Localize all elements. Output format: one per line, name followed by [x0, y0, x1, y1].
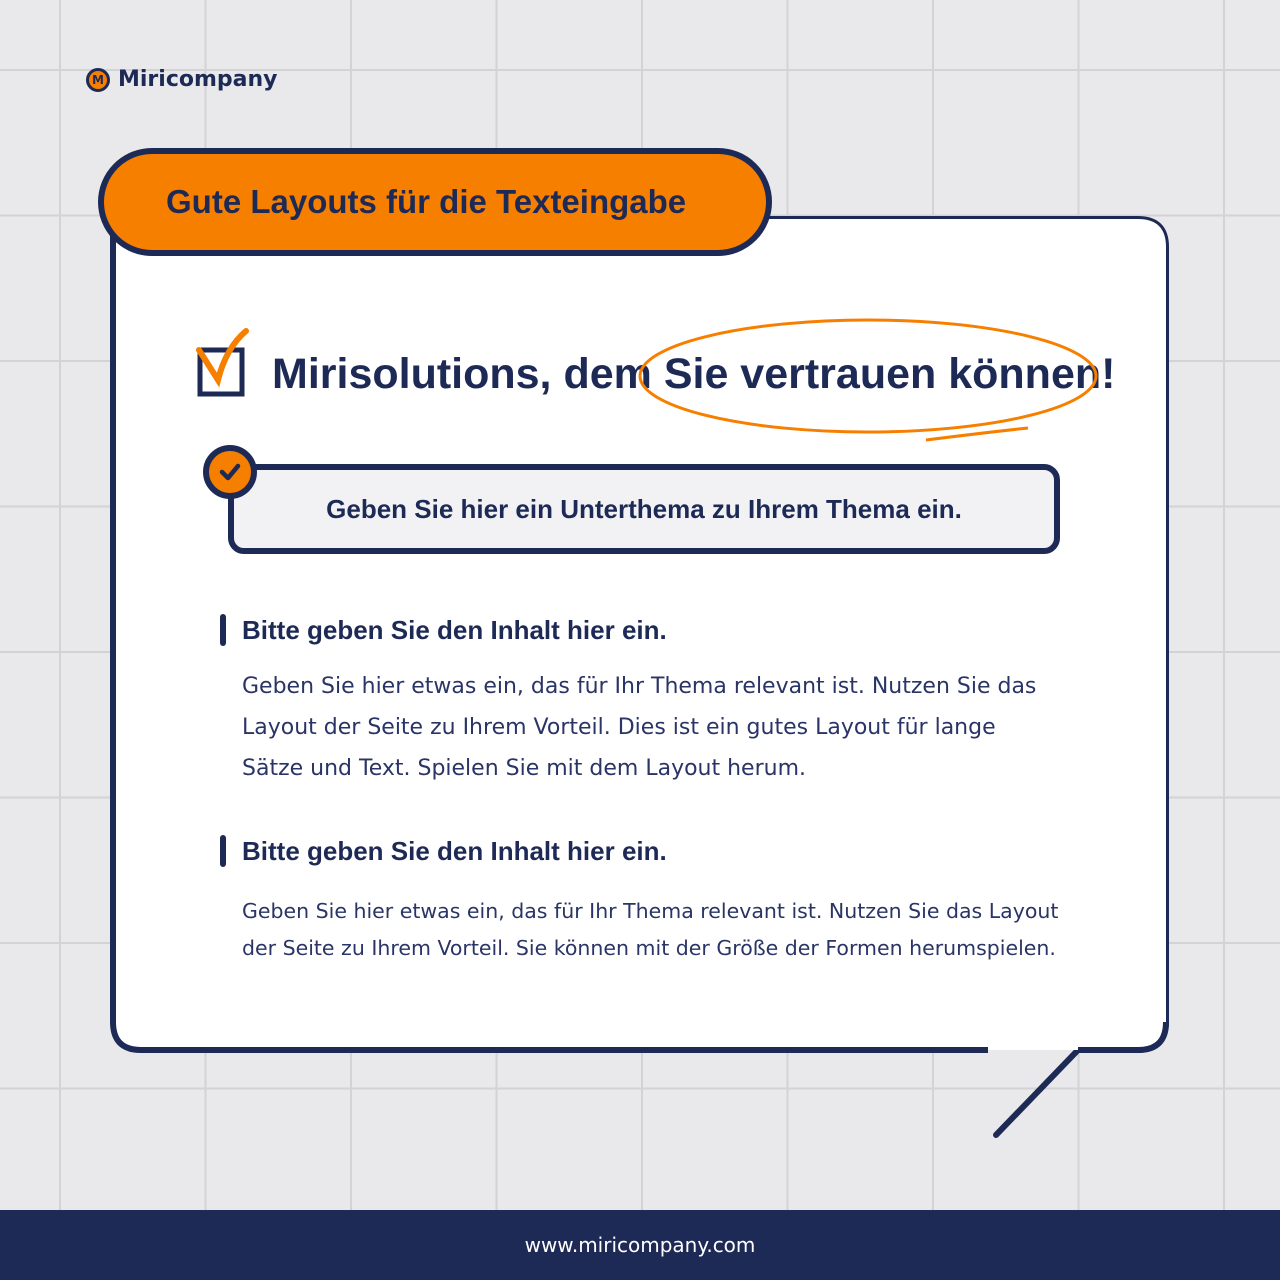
check-circle-icon — [203, 445, 257, 499]
heading-bar — [220, 614, 226, 646]
section-heading — [220, 835, 667, 867]
section-heading-text: Bitte geben Sie den Inhalt hier ein. — [242, 835, 667, 866]
logo-mark-icon: M — [86, 68, 110, 92]
section-body: Geben Sie hier etwas ein, das für Ihr Thema relevant ist. Nutzen Sie das Layout der Seite zu Ihrem Vorteil. Sie können mit der Größe der Formen herumspielen. — [242, 899, 1059, 960]
section-heading — [220, 614, 667, 646]
title-banner: Gute Layouts für die Texteingabe — [98, 148, 772, 256]
headline-prefix: Mirisolutions, dem — [272, 350, 664, 398]
footer-url[interactable]: www.miricompany.com — [524, 1233, 756, 1257]
checkbox-check-icon — [196, 328, 250, 398]
section-heading-text: Bitte geben Sie den Inhalt hier ein. — [242, 614, 667, 645]
subtopic-box: Geben Sie hier ein Unterthema zu Ihrem Thema ein. — [228, 464, 1060, 554]
highlight-circle-scribble — [630, 310, 1110, 450]
brand-name: Miricompany — [118, 67, 278, 92]
section-body: Geben Sie hier etwas ein, das für Ihr Thema relevant ist. Nutzen Sie das Layout der Seite zu Ihrem Vorteil. Dies ist ein gutes Layout für lange Sätze und Text. Spielen Sie mit dem Layout herum. — [242, 674, 1037, 781]
headline-highlight: Sie vertrauen können! — [663, 350, 1116, 398]
footer — [0, 1210, 1280, 1280]
heading-bar — [220, 835, 226, 867]
